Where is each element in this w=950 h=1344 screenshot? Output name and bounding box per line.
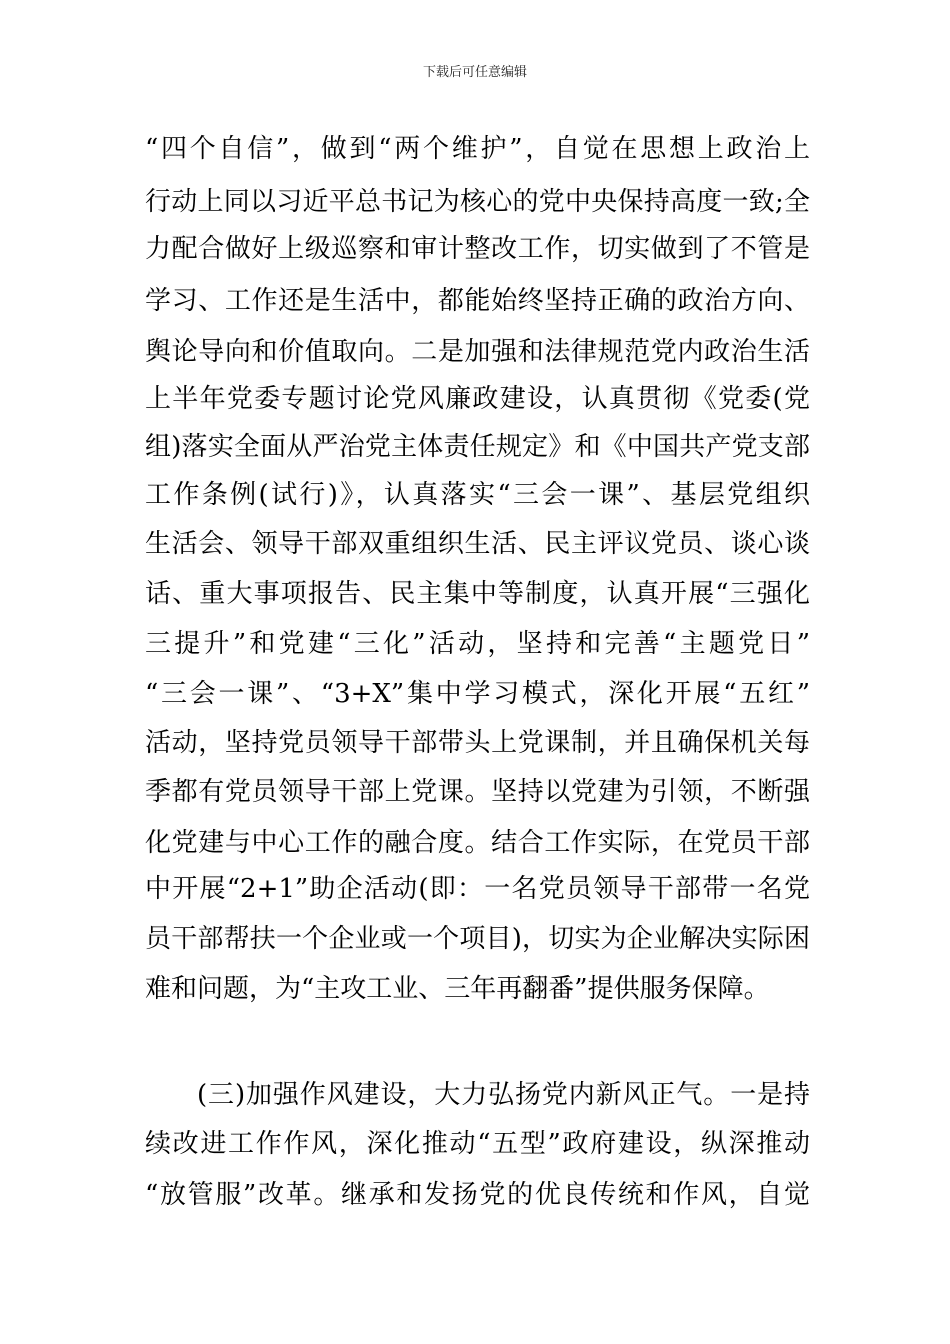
text-line: 员干部帮扶一个企业或一个项目)，切实为企业解决实际困 — [145, 924, 810, 954]
text-line: 活动，坚持党员领导干部带头上党课制，并且确保机关每 — [145, 728, 810, 758]
text-line: 组)落实全面从严治党主体责任规定》和《中国共产党支部 — [145, 432, 810, 462]
text-line: 工作条例(试行)》，认真落实“三会一课”、基层党组织 — [145, 480, 810, 510]
text-line: 上半年党委专题讨论党风廉政建设，认真贯彻《党委(党 — [145, 384, 810, 414]
text-line: 季都有党员领导干部上党课。坚持以党建为引领，不断强 — [145, 777, 810, 807]
text-line: (三)加强作风建设，大力弘扬党内新风正气。一是持 — [197, 1080, 810, 1110]
text-line: “放管服”改革。继承和发扬党的优良传统和作风，自觉 — [145, 1180, 810, 1210]
text-line: 行动上同以习近平总书记为核心的党中央保持高度一致;全 — [145, 187, 810, 217]
text-line: 舆论导向和价值取向。二是加强和法律规范党内政治生活 — [145, 337, 810, 367]
text-line: 三提升”和党建“三化”活动，坚持和完善“主题党日” — [145, 629, 810, 659]
text-line: 中开展“2+1”助企活动(即：一名党员领导干部带一名党 — [145, 874, 810, 904]
text-line: 力配合做好上级巡察和审计整改工作，切实做到了不管是 — [145, 234, 810, 264]
text-line: 生活会、领导干部双重组织生活、民主评议党员、谈心谈 — [145, 529, 810, 559]
text-line: 化党建与中心工作的融合度。结合工作实际，在党员干部 — [145, 828, 810, 858]
text-line: “四个自信”，做到“两个维护”，自觉在思想上政治上 — [145, 134, 810, 164]
text-line: 话、重大事项报告、民主集中等制度，认真开展“三强化 — [145, 579, 810, 609]
text-line: 难和问题，为“主攻工业、三年再翻番”提供服务保障。 — [145, 974, 770, 1004]
text-line: 学习、工作还是生活中，都能始终坚持正确的政治方向、 — [145, 286, 810, 316]
page-header: 下载后可任意编辑 — [422, 65, 527, 80]
text-line: “三会一课”、“3+X”集中学习模式，深化开展“五红” — [145, 679, 810, 709]
text-line: 续改进工作作风，深化推动“五型”政府建设，纵深推动 — [145, 1129, 810, 1159]
